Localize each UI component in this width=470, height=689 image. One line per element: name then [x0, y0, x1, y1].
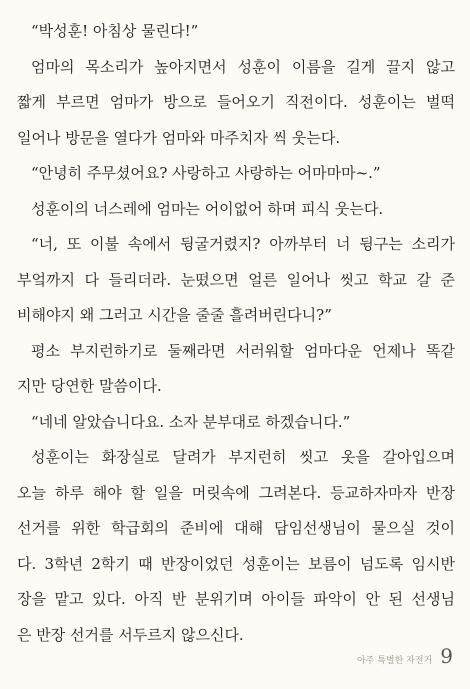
paragraph-line: 지만 당연한 말씀이다.	[17, 377, 162, 395]
paragraph-line: 성훈이는 화장실로 달려가 부지런히 씻고 옷을 갈아입으며	[31, 448, 455, 466]
paragraph-line: “너, 또 이불 속에서 뒹굴거렸지? 아까부터 너 뒹구는 소리가	[31, 235, 455, 253]
paragraph-line: 선거를 위한 학급회의 준비에 대해 담임선생님이 물으실 것이	[17, 519, 455, 537]
running-title: 아주 특별한 자전거	[356, 656, 433, 666]
paragraph-line: 은 반장 선거를 서두르지 않으신다.	[17, 625, 244, 644]
paragraph-line: 평소 부지런하기로 둘째라면 서러워할 엄마다운 언제나 똑같	[31, 341, 455, 360]
paragraph-line: “안녕히 주무셨어요? 사랑하고 사랑하는 어마마마~.”	[31, 164, 381, 182]
paragraph-line: 성훈이의 너스레에 엄마는 어이없어 하며 피식 웃는다.	[31, 199, 384, 218]
paragraph-line: 오늘 하루 해야 할 일을 머릿속에 그려본다. 등교하자마자 반장	[17, 483, 455, 502]
paragraph-line: 장을 맡고 있다. 아직 반 분위기며 아이들 파악이 안 된 선생님	[17, 590, 455, 608]
paragraph-line: 다. 3학년 2학기 때 반장이었던 성훈이는 보름이 넘도록 임시반	[17, 554, 455, 573]
page-number: 9	[440, 644, 453, 668]
body-text	[17, 14, 455, 653]
paragraph-line: 짧게 부르면 엄마가 방으로 들어오기 직전이다. 성훈이는 벌떡	[17, 93, 455, 111]
paragraph-line: “박성훈! 아침상 물린다!”	[31, 22, 199, 40]
page-footer	[357, 644, 453, 668]
paragraph-line: 비해야지 왜 그러고 시간을 줄줄 흘려버린다니?”	[17, 306, 332, 324]
paragraph-line: 엄마의 목소리가 높아지면서 성훈이 이름을 길게 끌지 않고	[31, 57, 455, 76]
paragraph-line: 부엌까지 다 들리더라. 눈떴으면 얼른 일어나 씻고 학교 갈 준	[17, 270, 455, 289]
paragraph-line: 일어나 방문을 열다가 엄마와 마주치자 씩 웃는다.	[17, 128, 341, 147]
paragraph-line: “네네 알았습니다요. 소자 분부대로 하겠습니다.”	[31, 412, 351, 431]
